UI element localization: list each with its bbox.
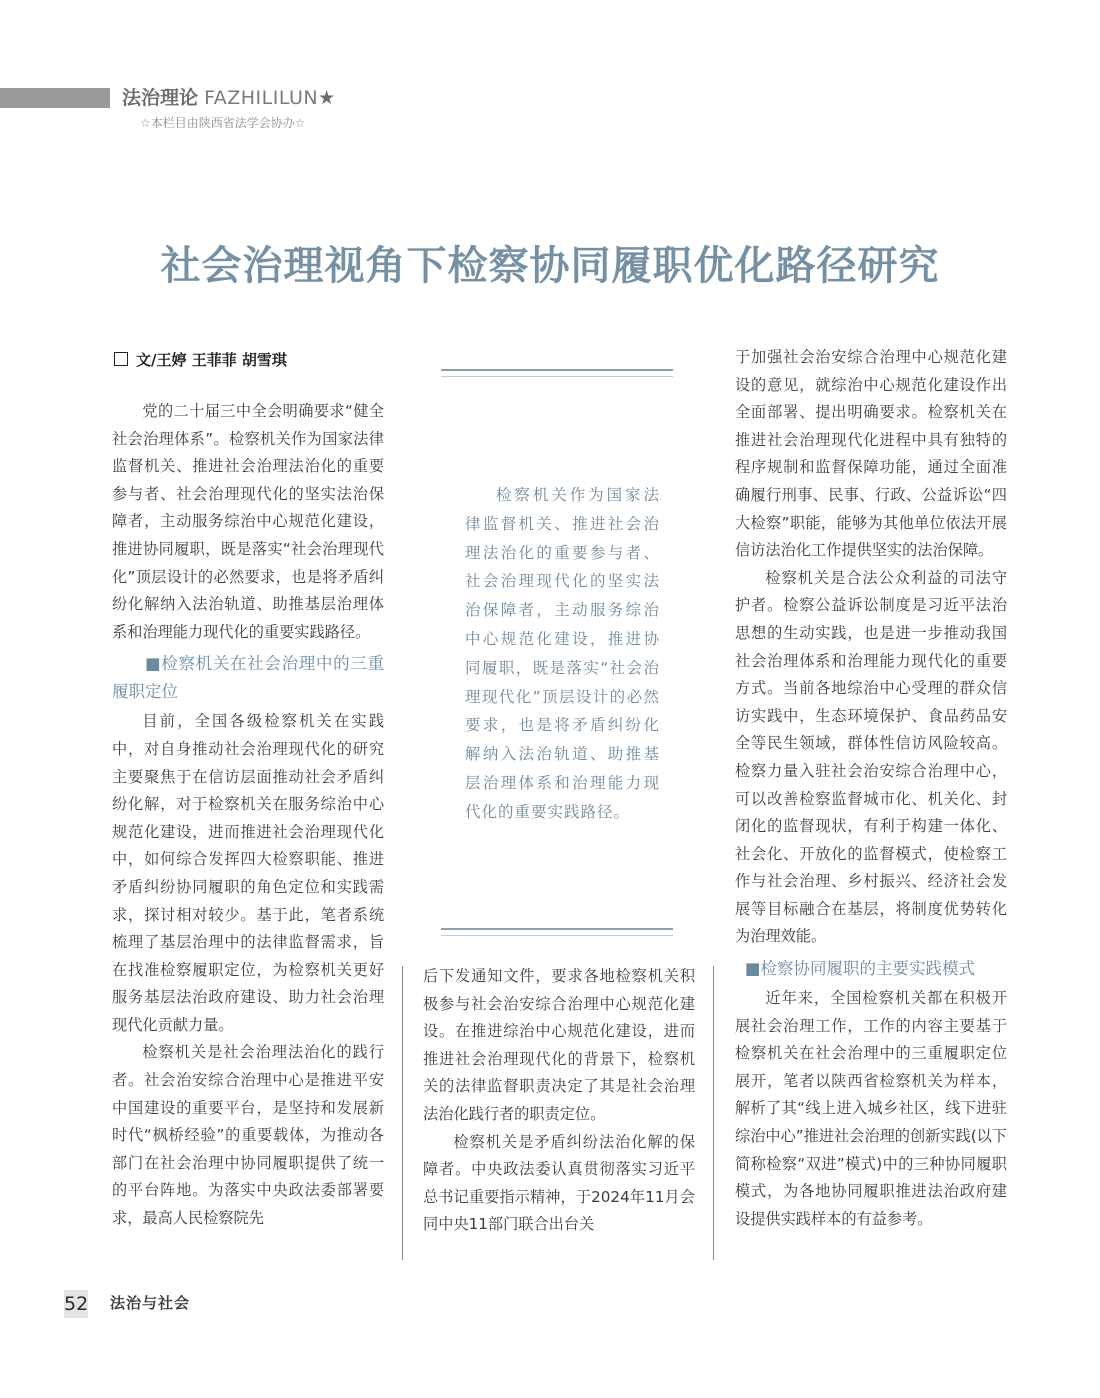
section-heading: ■检察机关在社会治理中的三重履职定位 — [112, 654, 384, 702]
star-icon: ★ — [318, 87, 336, 109]
paragraph: 检察机关是合法公众利益的司法守护者。检察公益诉讼制度是习近平法治思想的生动实践，也是进一步推动我国社会治理体系和治理能力现代化的重要方式。当前各地综治中心受理的群众信访实践中，生态环境保护、食品药品安全等民生领域，群体性信访风险较高。检察力量入驻社会治安综合治理中心，可以改善检察监督城市化、机关化、封闭化的监督现状，有利于构建一体化、社会化、开放化的监督模式，使检察工作与社会治理、乡村振兴、经济社会发展等目标融合在基层，将制度优势转化为治理效能。 — [735, 568, 1007, 946]
column-divider — [402, 966, 403, 1260]
paragraph: 后下发通知文件，要求各地检察机关积极参与社会治安综合治理中心规范化建设。在推进综治中心规范化建设，进而推进社会治理现代化的背景下，检察机关的法律监督职责决定了其是社会治理法治化践行者的职责定位。 — [423, 967, 695, 1123]
pull-quote — [465, 481, 660, 827]
section-header-bar — [0, 88, 110, 108]
body-column-1 — [112, 398, 384, 1233]
magazine-name: 法治与社会 — [110, 1294, 191, 1312]
paragraph: 于加强社会治安综合治理中心规范化建设的意见，就综治中心规范化建设作出全面部署、提出明确要求。检察机关在推进社会治理现代化进程中具有独特的程序规制和监督保障功能，通过全面准确履行刑事、民事、行政、公益诉讼“四大检察”职能，能够为其他单位依法开展信访法治化工作提供坚实的法治保障。 — [735, 348, 1007, 560]
byline — [114, 349, 287, 370]
pull-quote-bottom-rule — [441, 928, 673, 936]
pull-quote-top-rule — [441, 369, 673, 377]
byline-square-icon — [114, 352, 128, 366]
section-title-cn: 法治理论 — [122, 87, 199, 109]
paragraph: 检察机关是矛盾纠纷法治化解的保障者。中央政法委认真贯彻落实习近平总书记重要指示精神，于2024年11月会同中央11部门联合出台关 — [423, 1132, 695, 1234]
body-column-2 — [423, 963, 695, 1239]
body-column-3 — [735, 344, 1007, 1233]
pull-quote-text: 检察机关作为国家法律监督机关、推进社会治理法治化的重要参与者、社会治理现代化的坚实法治保障者，主动服务综治中心规范化建设，推进协同履职，既是落实“社会治理现代化”顶层设计的必然要求，也是将矛盾纠纷化解纳入法治轨道、助推基层治理体系和治理能力现代化的重要实践路径。 — [465, 486, 660, 821]
paragraph: 检察机关是社会治理法治化的践行者。社会治安综合治理中心是推进平安中国建设的重要平台，是坚持和发展新时代“枫桥经验”的重要载体，为推动各部门在社会治理中协同履职提供了统一的平台阵地。为落实中央政法委部署要求，最高人民检察院先 — [112, 1043, 384, 1228]
column-divider — [713, 966, 714, 1260]
section-title-en: FAZHILILUN — [204, 87, 319, 109]
article-title: 社会治理视角下检察协同履职优化路径研究 — [160, 243, 940, 289]
byline-text: 文/王婷 王菲菲 胡雪琪 — [136, 351, 287, 369]
paragraph: 目前，全国各级检察机关在实践中，对自身推动社会治理现代化的研究主要聚焦于在信访层面推动社会矛盾纠纷化解，对于检察机关在服务综治中心规范化建设，进而推进社会治理现代化中，如何综合发挥四大检察职能、推进矛盾纠纷协同履职的角色定位和实践需求，探讨相对较少。基于此，笔者系统梳理了基层治理中的法律监督需求，旨在找准检察履职定位，为检察机关更好服务基层法治政府建设、助力社会治理现代化贡献力量。 — [112, 712, 384, 1034]
paragraph: 党的二十届三中全会明确要求“健全社会治理体系”。检察机关作为国家法律监督机关、推进社会治理法治化的重要参与者、社会治理现代化的坚实法治保障者，主动服务综治中心规范化建设，推进协同履职，既是落实“社会治理现代化”顶层设计的必然要求，也是将矛盾纠纷化解纳入法治轨道、助推基层治理体系和治理能力现代化的重要实践路径。 — [112, 402, 384, 641]
section-title — [122, 86, 335, 110]
paragraph: 近年来，全国检察机关都在积极开展社会治理工作，工作的内容主要基于检察机关在社会治理中的三重履职定位展开，笔者以陕西省检察机关为样本，解析了其“线上进入城乡社区，线下进驻综治中心”推进社会治理的创新实践(以下简称检察“双进”模式)中的三种协同履职模式，为各地协同履职推进法治政府建设提供实践样本的有益参考。 — [735, 989, 1007, 1228]
sponsor-note: ☆本栏目由陕西省法学会协办☆ — [140, 116, 306, 130]
section-heading: ■检察协同履职的主要实践模式 — [744, 959, 975, 979]
page-number: 52 — [64, 1290, 88, 1318]
